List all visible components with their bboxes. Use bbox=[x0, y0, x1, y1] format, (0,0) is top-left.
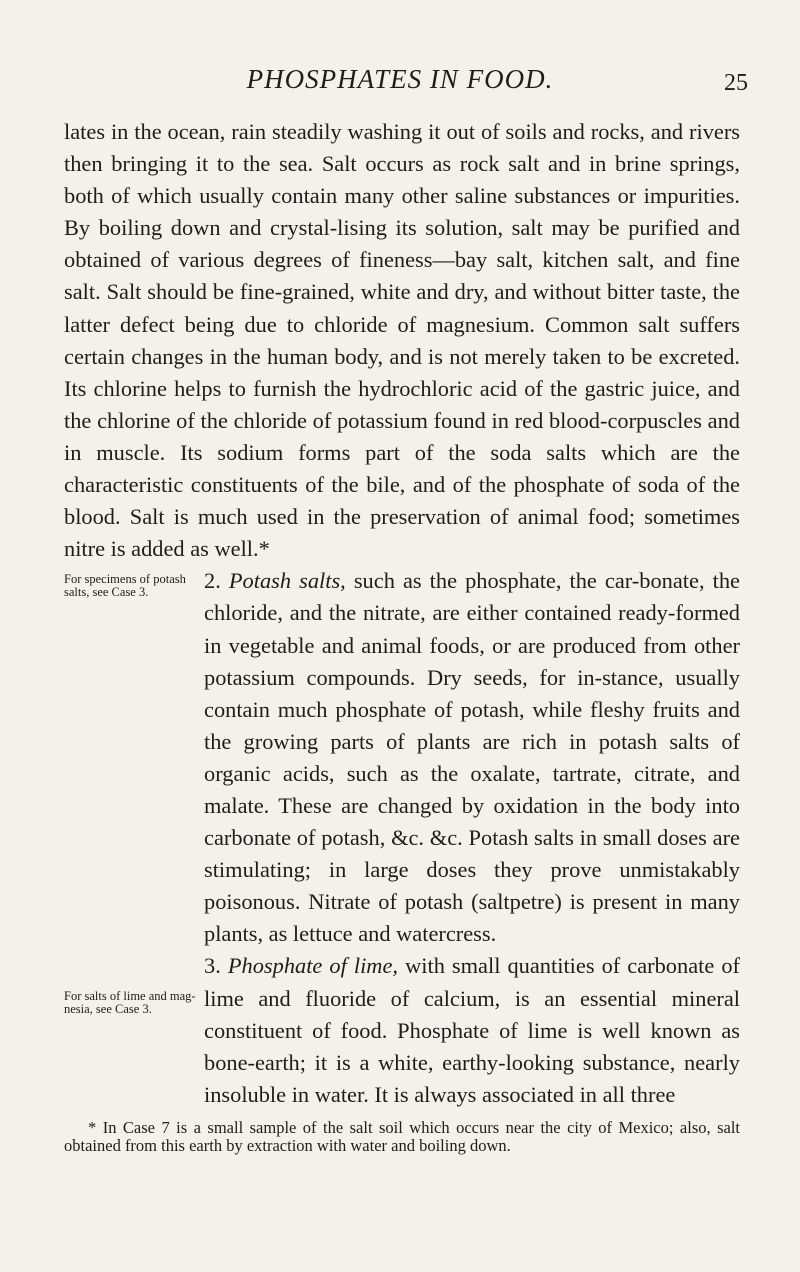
item-number: 2. bbox=[204, 568, 221, 594]
margin-note-potash: For specimens of potash salts, see Case 3. bbox=[64, 572, 186, 600]
item-number: 3. bbox=[204, 953, 221, 979]
page-body bbox=[64, 116, 740, 1171]
paragraph-potash bbox=[204, 565, 740, 950]
section-potash-salts bbox=[64, 565, 740, 950]
page-header bbox=[0, 64, 800, 104]
margin-note-lime: For salts of lime and mag-nesia, see Case 3. bbox=[64, 989, 196, 1017]
item-text: with small quantities of carbonate of lime and fluoride of calcium, is an essential mineral constituent of food. Phosphate of lime is well known as bone-earth; it is a white, earthy-looking substance, nearly insoluble in water. It is always associated in all three bbox=[204, 953, 740, 1107]
footnote: * In Case 7 is a small sample of the salt soil which occurs near the city of Mexico; also, salt obtained from this earth by extraction with water and boiling down. bbox=[64, 1117, 740, 1155]
running-title: PHOSPHATES IN FOOD. bbox=[246, 64, 554, 94]
item-heading: Phosphate of lime, bbox=[227, 953, 399, 979]
section-phosphate-of-lime bbox=[64, 950, 740, 1110]
item-text: such as the phosphate, the car-bonate, the chloride, and the nitrate, are either contained ready-formed in vegetable and animal foods, or are produced from other potassium compounds. Dry seeds, for in-stance, usually contain much phosphate of potash, while fleshy fruits and the growing parts of plants are rich in potash salts of organic acids, such as the oxalate, tartrate, citrate, and malate. These are changed by oxidation in the body into carbonate of potash, &c. &c. Potash salts in small doses are stimulating; in large doses they prove unmistakably poisonous. Nitrate of potash (saltpetre) is present in many plants, as lettuce and watercress. bbox=[204, 568, 740, 947]
page-number: 25 bbox=[724, 70, 748, 96]
item-heading: Potash salts, bbox=[228, 568, 346, 594]
paragraph-salt: lates in the ocean, rain steadily washing it out of soils and rocks, and rivers then bringing it to the sea. Salt occurs as rock salt and in brine springs, both of which usually contain many other saline substances or impurities. By boiling down and crystal-lising its solution, salt may be purified and obtained of various degrees of fineness—bay salt, kitchen salt, and fine salt. Salt should be fine-grained, white and dry, and without bitter taste, the latter defect being due to chloride of magnesium. Common salt suffers certain changes in the human body, and is not merely taken to be excreted. Its chlorine helps to furnish the hydrochloric acid of the gastric juice, and the chlorine of the chloride of potassium found in red blood-corpuscles and in muscle. Its sodium forms part of the soda salts which are the characteristic constituents of the bile, and of the phosphate of soda of the blood. Salt is much used in the preservation of animal food; sometimes nitre is added as well.* bbox=[64, 119, 740, 562]
paragraph-lime bbox=[204, 950, 740, 1110]
